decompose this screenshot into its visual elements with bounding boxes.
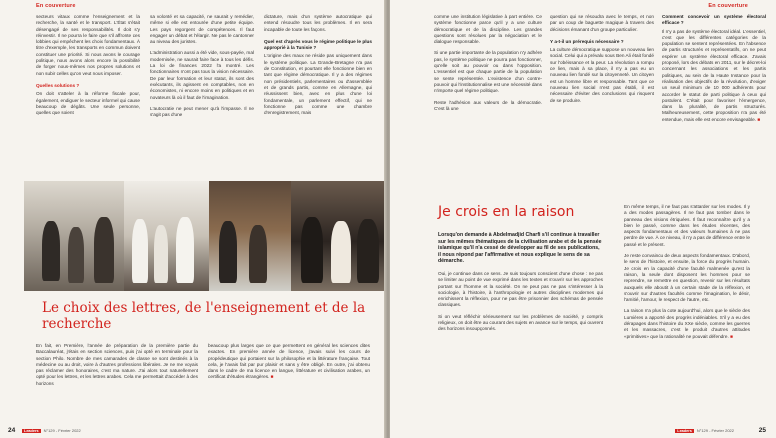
right-column-1 — [434, 14, 542, 117]
interview-title: Je crois en la raison — [438, 204, 575, 220]
paragraph: Si une partie importante de la population n'y adhère pas, le système politique ne pourra pas fonctionner, qu'elle soit au pouvoir ou dans l'opposition. L'essentiel est que chaque partie de la population se sente représentée. L'existence d'un contre-pouvoir qui l'institutionnalise est une nécessité dans n'importe quel régime politique. — [434, 50, 542, 94]
left-column-1 — [36, 14, 140, 121]
paragraph: comme une institution législative à part entière. Ce système fonctionne parce qu'il y a une culture démocratique et de la discipline. Les grandes questions sont résolues par la négociation et le dialogue responsable. — [434, 14, 542, 45]
left-page — [0, 0, 386, 438]
interview-body-column — [438, 271, 603, 333]
left-bottom-column-2 — [208, 343, 370, 386]
interview-question: Quelles solutions ? — [36, 82, 80, 88]
paragraph: En même temps, il ne faut pas s'attarder sur les modes. Il y a des modes passagères. Il ne faut pas tomber dans le panneau des visions étriquées. Il faut reconnaître qu'il y a bien le passé, comme dans les études récentes, des aspects fondamentaux et des valeurs humaines à ne pas perdre de vue. À ce niveau, il n'y a pas de différence entre le passé et le présent. — [624, 204, 750, 247]
page-number: 24 — [8, 427, 16, 434]
section-rubric: En couverture — [708, 3, 748, 9]
interview-question: Quel est d'après vous le régime politique le plus approprié à la Tunisie ? — [264, 38, 372, 51]
interview-lede — [438, 232, 603, 338]
paragraph: L'autocratie ne peut mener qu'à l'impasse. Il ne s'agit pas d'une — [150, 105, 254, 118]
section-rubric: En couverture — [36, 3, 76, 9]
left-column-2 — [150, 14, 254, 123]
paragraph: Il n'y a pas de système électoral idéal. L'essentiel, c'est que les différentes catégories de la population se sentent représentées. En l'absence de partis structurés et représentatifs, on ne peut espérer un système électoral efficace. J'avais proposé, lors des débats en 2011, sur le décret-loi concernant les associations et les partis politiques, au sein de la Haute Instance pour la réalisation des objectifs de la révolution, d'exiger un seuil minimum de 10 000 adhérents pour accorder le statut de parti politique à ceux qui postulent. C'était pour favoriser l'émergence, dans la pluralité, de partis structurés. Malheureusement, cette proposition n'a pas été entendue, mais elle est encore envisageable. ■ — [662, 28, 766, 122]
right-column-3 — [662, 14, 766, 128]
paragraph: La culture démocratique suppose un nouveau lien social. Celui qui a prévalu sous Ben Ali était fondé sur l'obéissance et la peur. La révolution a rompu ce lien, mais à sa place, il n'y a pas eu un nouveau lien fondé sur la citoyenneté. Un citoyen est un homme libre et responsable. Tant que ce nouveau lien social n'est pas établi, il est nécessaire d'éviter des conclusions qui risquent de se produire. — [550, 47, 654, 103]
section-title: Le choix des lettres, de l'enseignement et de la recherche — [42, 300, 366, 332]
page-footer: Leaders N°129 - Février 2022 — [24, 428, 81, 433]
paragraph: Reste l'adhésion aux valeurs de la démocratie. C'est là une — [434, 99, 542, 111]
paragraph: beaucoup plus larges que ce que permettent en général les sciences dites exactes. En première année de licence, j'avais suivi les cours de propédeutique qui portaient sur la philosophie et la littérature française. Tout cela, je l'avais fait par pur plaisir et sans y être obligé. En outre, j'ai obtenu dans le cadre de ma licence en langue, littérature et civilisation arabes, un certificat d'études étrangères. ■ — [208, 343, 370, 380]
left-column-3 — [264, 14, 372, 121]
page-footer: Leaders N°129 - Février 2022 — [677, 428, 734, 433]
paragraph: sa volonté et sa capacité, ne saurait y remédier, même si elle est entourée d'une petite équipe. Les pays regorgent de compétences. Il faut engager un débat et l'élargir. Ne pas le cantonner au niveau des juristes. — [150, 14, 254, 45]
left-bottom-column-1 — [36, 343, 198, 392]
end-mark: ■ — [270, 374, 274, 380]
end-mark: ■ — [757, 116, 761, 122]
paragraph: L'origine des maux ne réside pas uniquement dans le système politique. La Grande-Bretagne n'a pas de Constitution, et pourtant elle fonctionne bien en tant que régime démocratique. Il y a des régimes non présidentiels, parlementaires ou d'assemblée et de grands partis, comme en Allemagne, qui réussissent bien, avec en plus d'une loi fondamentale, un parlement effectif, qui ne fonctionne pas comme une chambre d'enregistrement, mais — [264, 53, 372, 116]
end-mark: ■ — [730, 333, 733, 339]
archive-photo — [124, 181, 209, 291]
interview-question: Comment concevoir un système électoral efficace ? — [662, 14, 766, 26]
interview-body-column-2 — [624, 204, 750, 345]
paragraph: En fait, en Première, l'année de préparation de la première partie du Baccalauréat, j'étais en section sciences, puis j'ai opté en terminale pour la section Philo. Nombre de mes camarades de classe se sont destinés à la médecine ou au droit, voire à d'autres professions libérales. Je ne me voyais pas réclamer des honoraires, c'est ma nature. J'ai alors tout naturellement opté pour les lettres, et les lettres arabes. Cela me permettait d'accéder à des horizons — [36, 343, 198, 386]
paragraph: On doit s'atteler à la réforme fiscale pour, également, endiguer le secteur informel qui cause beaucoup de dégâts. Une seule personne, quelles que soient — [36, 91, 140, 116]
interview-question: Y a-t-il un prérequis nécessaire ? — [550, 38, 624, 44]
paragraph: L'administration aussi a été vide, sous-payée, mal modernisée, ne saurait faire face à tous les défis. La loi de finances 2022 l'a montré. Les fonctionnaires n'ont pas tous la vision nécessaire. De par leur formation et leur statut, ils sont des exécutants, ils agissent en comptables, non en économistes, ni encore moins en politiques et en novateurs là où il faut de l'imagination. — [150, 50, 254, 100]
paragraph: Oui, je continue dans ce sens. Je suis toujours conscient d'une chose : ne pas se limiter au point de vue exprimé dans les textes et s'ouvrir sur les approches portant sur l'homme et la société. On ne peut pas ne pas s'intéresser à la sociologie, à l'histoire, à l'anthropologie et autres disciplines modernes qui enrichissent la réflexion, pour ne pas être prisonnier des schémas de pensée classiques. — [438, 270, 603, 308]
magazine-logo: Leaders — [24, 429, 39, 433]
paragraph: Si on veut réfléchir sérieusement sur les problèmes de société, y compris religieux, on doit être au courant des sujets en avance sur le temps, qui ouvrent des horizons insoupçonnés. — [438, 313, 603, 332]
paragraph: secteurs vitaux comme l'enseignement et la recherche, la santé et le transport. L'État s'était désengagé de ses responsabilités. Il doit s'y réinvestir. Il ne pourra le faire que s'il affronte ces lobbies qui empêchent les choix fondamentaux. À titre d'exemple, les transports en commun doivent constituer une priorité. Si nous avons le courage politique, nous avons alors encore la possibilité de forger nous-mêmes nos propres solutions et non subir celles qu'on veut nous imposer. — [36, 14, 140, 76]
paragraph: La raison n'a plus la cote aujourd'hui, alors que le siècle des Lumières a apporté des progrès indéniables. S'il y a eu des dérapages dans l'histoire du XXe siècle, comme les guerres et les massacres, c'est le produit d'autres attitudes «primitives» que la rationalité ne pouvait défendre. ■ — [624, 308, 750, 339]
magazine-logo: Leaders — [677, 429, 692, 433]
archive-photo — [291, 181, 386, 291]
paragraph: Je reste convaincu de deux aspects fondamentaux. D'abord, le sens de l'histoire, et ensuite, la force du progrès humain. Je crois en la capacité d'une faculté malmenée qu'est la raison, la seule dont disposent les hommes pour se reprendre, se remettre en question, revenir sur les résultats auxquels elle aboutit à un certain stade de la réflexion, et s'ouvrir sur d'autres facultés comme l'imagination, le désir, l'amitié, l'amour, le respect de l'autre, etc. — [624, 253, 750, 303]
paragraph: question qui se résoudra avec le temps, et non par un coup de baguette magique à travers des décisions émanant d'un groupe particulier. — [550, 14, 654, 32]
archive-photo — [209, 181, 291, 291]
page-number: 25 — [758, 427, 766, 434]
right-column-2 — [550, 14, 654, 109]
paragraph: dictature, mais d'un système autocratique qui entend résoudre tous les problèmes. Il en sera incapable de toute les façons. — [264, 14, 372, 32]
photo-strip — [24, 181, 386, 291]
lede-text: Lorsqu'on demande à Abdelmadjid Charfi s'il continue à travailler sur les mêmes thématiques de la civilisation arabe et de la pensée islamique qu'il n'a cessé de développer au fil de ses publications, il nous répond par l'affirmative et nous explique le sens de sa démarche. — [438, 232, 602, 265]
archive-photo — [24, 181, 124, 291]
